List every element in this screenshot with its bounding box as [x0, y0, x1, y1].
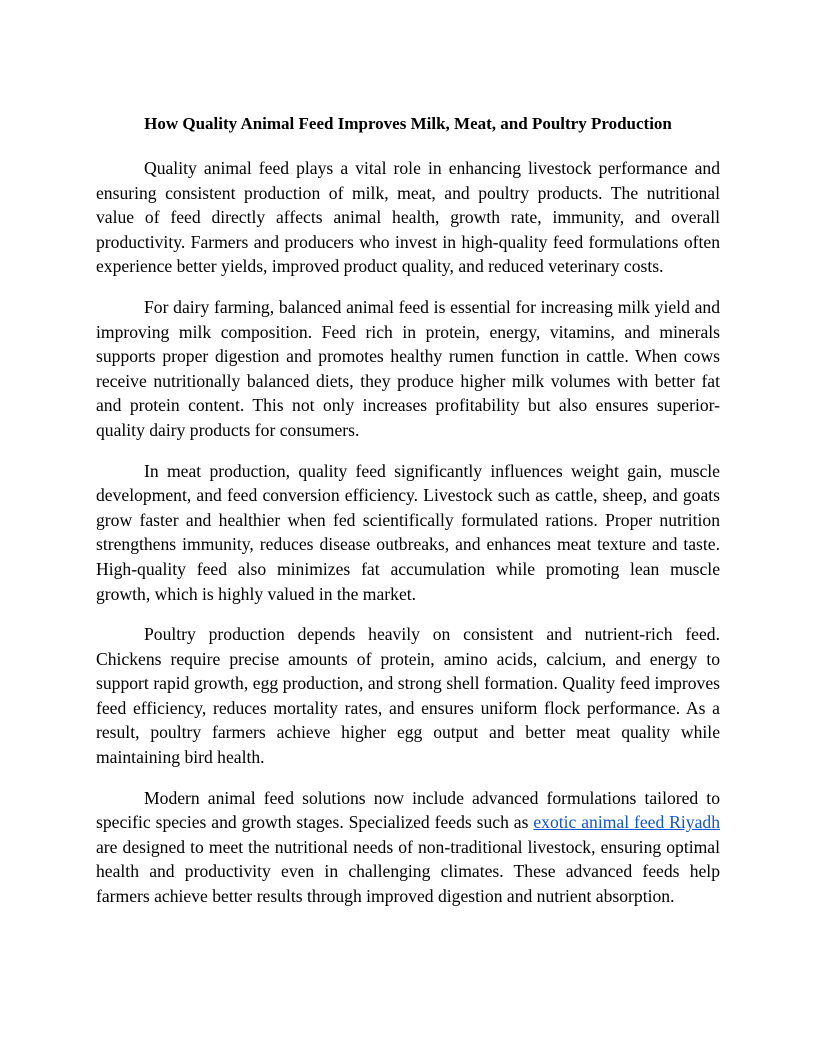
paragraph-meat: In meat production, quality feed significantly influences weight gain, muscle development, and feed conversion efficiency. Livestock such as cattle, sheep, and goats grow faster and healthier when fed scientifically formulated rations. Proper nutrition strengthens immunity, reduces disease outbreaks, and enhances meat texture and taste. High-quality feed also minimizes fat accumulation while promoting lean muscle growth, which is highly valued in the market. — [96, 460, 720, 604]
paragraph-modern-feed — [96, 786, 720, 909]
paragraph-text-before-link: Modern animal feed solutions now include advanced formulations tailored to specific species and growth stages. Specialized feeds such as — [96, 787, 720, 833]
paragraph-intro: Quality animal feed plays a vital role in enhancing livestock performance and ensuring consistent production of milk, meat, and poultry products. The nutritional value of feed directly affects animal health, growth rate, immunity, and overall productivity. Farmers and producers who invest in high-quality feed formulations often experience better yields, improved product quality, and reduced veterinary costs. — [96, 158, 720, 277]
document-title: How Quality Animal Feed Improves Milk, Meat, and Poultry Production — [144, 114, 672, 133]
paragraph-poultry: Poultry production depends heavily on consistent and nutrient-rich feed. Chickens require precise amounts of protein, amino acids, calcium, and energy to support rapid growth, egg production, and strong shell formation. Quality feed improves feed efficiency, reduces mortality rates, and ensures uniform flock performance. As a result, poultry farmers achieve higher egg output and better meat quality while maintaining bird health. — [96, 624, 720, 768]
paragraph-text-after-link: are designed to meet the nutritional needs of non-traditional livestock, ensuring optimal health and productivity even in challenging climates. These advanced feeds help farmers achieve better results through improved digestion and nutrient absorption. — [96, 836, 720, 907]
exotic-feed-link[interactable]: exotic animal feed Riyadh — [533, 812, 720, 833]
document-page — [96, 112, 720, 925]
paragraph-dairy: For dairy farming, balanced animal feed is essential for increasing milk yield and improving milk composition. Feed rich in protein, energy, vitamins, and minerals supports proper digestion and promotes healthy rumen function in cattle. When cows receive nutritionally balanced diets, they produce higher milk volumes with better fat and protein content. This not only increases profitability but also ensures superior-quality dairy products for consumers. — [96, 296, 720, 440]
